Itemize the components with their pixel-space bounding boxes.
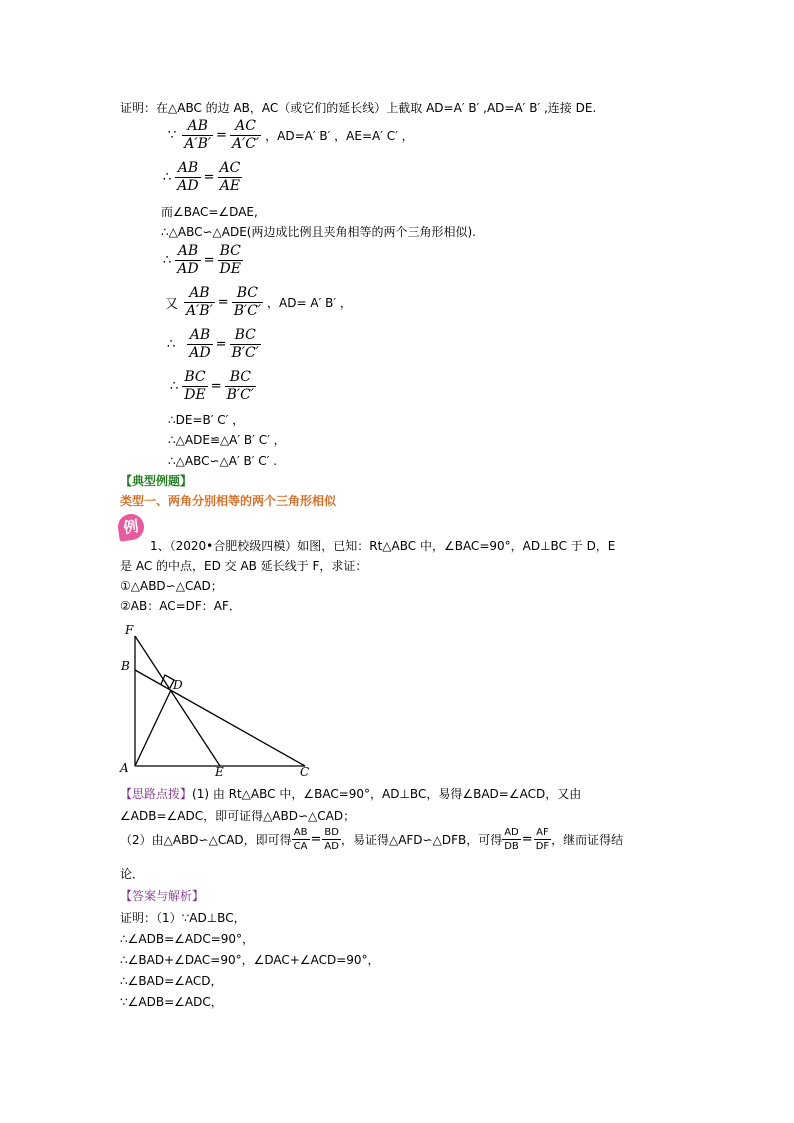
hint-text: ，继而证得结 — [551, 832, 624, 847]
fraction: $\frac{AC}{A'C'}$ — [231, 118, 260, 152]
segment-fe — [135, 636, 220, 766]
proof-line-3: ∴ $\frac{AB}{AD}$ = $\frac{AC}{AE}$ — [163, 160, 241, 194]
answer-line-3: ∴∠BAD+∠DAC=90°，∠DAC+∠ACD=90°， — [120, 953, 380, 967]
fraction: $\frac{BC}{DE}$ — [219, 243, 241, 277]
fraction: $\frac{AB}{AD}$ — [189, 327, 211, 361]
fraction: $\frac{AD}{DB}$ — [504, 827, 519, 852]
proof-line-9: ∴ $\frac{BC}{DE}$ = $\frac{BC}{B'C'}$ — [170, 369, 254, 403]
problem-item-2: ②AB：AC=DF：AF． — [120, 599, 241, 613]
answer-label: 【答案与解析】 — [120, 889, 205, 903]
answer-line-4: ∴∠BAD=∠ACD， — [120, 974, 223, 988]
label-b: B — [121, 659, 130, 673]
fraction: $\frac{BC}{B'C'}$ — [226, 369, 254, 403]
hint-text: ，易证得△AFD∽△DFB，可得 — [340, 832, 503, 847]
proof-line-8: ∴ $\frac{AB}{AD}$ = $\frac{BC}{B'C'}$ — [167, 327, 259, 361]
answer-line-5: ∵∠ADB=∠ADC， — [120, 995, 223, 1009]
proof-line-12: ∴△ABC∽△A′ B′ C′ . — [168, 454, 278, 468]
label-e: E — [215, 765, 224, 779]
problem-item-1: ①△ABD∽△CAD； — [120, 579, 223, 593]
problem-line-1: 1、（2020•合肥校级四模）如图，已知：Rt△ABC 中，∠BAC=90°，AD⊥BC 于 D，E — [150, 539, 616, 553]
hint-line-3: （2）由△ABD∽△CAD，即可得 $\frac{AB}{CA}$ = $\frac{BD}{AD}$ ，易证得△AFD∽△DFB，可得 $\frac{AD}{DB}$ = $\frac{AF}{DF}$ ，继而证得结 — [120, 827, 624, 852]
label-d: D — [173, 678, 183, 692]
fraction: $\frac{AC}{AE}$ — [219, 160, 241, 194]
also-text: 又 — [165, 297, 179, 312]
therefore-symbol: ∴ — [167, 337, 176, 352]
proof-line-2: ∵ $\frac{AB}{A'B'}$ = $\frac{AC}{A'C'}$ ，AD=A′ B′ ，AE=A′ C′ ， — [168, 118, 414, 152]
label-c: C — [300, 765, 310, 779]
label-a: A — [120, 761, 129, 775]
problem-line-2: 是 AC 的中点，ED 交 AB 延长线于 F，求证： — [120, 559, 368, 573]
label-f: F — [125, 623, 134, 637]
example-badge-icon: 例 — [116, 512, 145, 541]
hint-label: 【思路点拨】 — [120, 787, 193, 801]
proof-line-1: 证明：在△ABC 的边 AB，AC（或它们的延长线）上截取 AD=A′ B′ ,AD=A′ B′ ,连接 DE. — [120, 101, 597, 115]
therefore-symbol: ∴ — [163, 170, 172, 185]
fraction: $\frac{AB}{A'B'}$ — [186, 285, 213, 319]
hint-line-4: 论． — [120, 867, 145, 881]
hint-text: (1) 由 Rt△ABC 中，∠BAC=90°，AD⊥BC，易得∠BAD=∠ACD，又由 — [192, 787, 582, 801]
proof-text: ，AD=A′ B′ ，AE=A′ C′ ， — [265, 128, 414, 143]
proof-line-10: ∴DE=B′ C′ ， — [168, 413, 245, 427]
hint-text: （2）由△ABD∽△CAD，即可得 — [120, 832, 292, 847]
proof-line-11: ∴△ADE≌△A′ B′ C′ ， — [168, 433, 286, 447]
proof-line-6: ∴ $\frac{AB}{AD}$ = $\frac{BC}{DE}$ — [163, 243, 241, 277]
type1-title: 类型一、两角分别相等的两个三角形相似 — [120, 494, 337, 508]
hint-line-2: ∠ADB=∠ADC，即可证得△ABD∽△CAD； — [120, 809, 356, 823]
fraction: $\frac{AB}{AD}$ — [177, 160, 199, 194]
fraction: $\frac{BC}{B'C'}$ — [233, 285, 262, 319]
triangle-figure — [115, 620, 325, 780]
therefore-symbol: ∴ — [170, 379, 179, 394]
proof-line-5: ∴△ABC∽△ADE(两边成比例且夹角相等的两个三角形相似). — [161, 225, 476, 239]
proof-line-4: 而∠BAC=∠DAE, — [161, 205, 258, 219]
fraction: $\frac{AB}{CA}$ — [293, 827, 308, 852]
segment-bc — [135, 670, 305, 766]
fraction: $\frac{AB}{AD}$ — [177, 243, 199, 277]
section-heading-examples: 【典型例题】 — [120, 474, 193, 488]
proof-text: ，AD= A′ B′ ， — [267, 295, 352, 310]
fraction: $\frac{AF}{DF}$ — [535, 827, 550, 852]
proof-line-7: 又 $\frac{AB}{A'B'}$ = $\frac{BC}{B'C'}$ ，AD= A′ B′ ， — [165, 285, 352, 319]
fraction: $\frac{BC}{B'C'}$ — [231, 327, 259, 361]
fraction: $\frac{AB}{A'B'}$ — [184, 118, 212, 152]
fraction: $\frac{BC}{DE}$ — [184, 369, 206, 403]
answer-line-2: ∴∠ADB=∠ADC=90°， — [120, 932, 255, 946]
therefore-symbol: ∴ — [163, 253, 172, 268]
segment-ad — [135, 690, 171, 766]
fraction: $\frac{BD}{AD}$ — [324, 827, 339, 852]
answer-line-1: 证明：（1）∵AD⊥BC， — [120, 911, 246, 925]
hint-line-1 — [120, 786, 581, 802]
because-symbol: ∵ — [168, 128, 177, 143]
